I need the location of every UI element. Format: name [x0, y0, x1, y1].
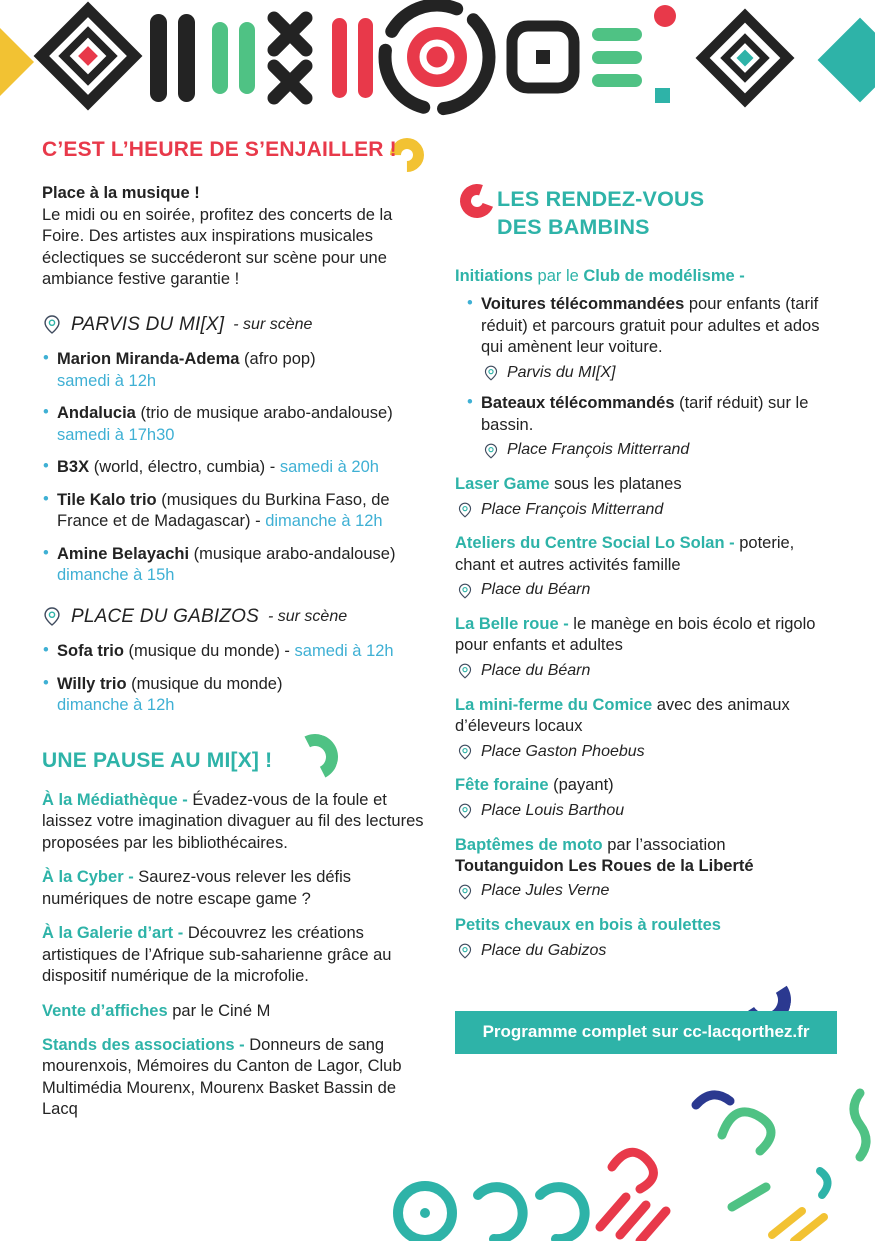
artist-detail: (world, électro, cumbia) - [93, 458, 276, 477]
location-pin-icon [457, 742, 473, 762]
sub-item-bateaux [467, 393, 837, 461]
location-name: Parvis du MI[X] [507, 363, 616, 381]
activity-text [455, 614, 837, 657]
concert-item [42, 641, 436, 662]
kids-title-line2: DES BAMBINS [497, 214, 650, 239]
kids-item-mini-ferme [455, 695, 837, 763]
kids-item-petits-chevaux [455, 915, 837, 961]
activity-location [455, 661, 837, 682]
concert-time: dimanche à 12h [57, 696, 175, 715]
artist-name: Willy trio [57, 674, 127, 693]
activity-title: La mini-ferme du Comice [455, 695, 653, 714]
activity-location [481, 440, 837, 461]
concert-item [42, 457, 436, 478]
activity-title: Ateliers du Centre Social Lo Solan - [455, 534, 735, 553]
location-name: Place Gaston Phoebus [481, 742, 645, 760]
activity-location [481, 363, 837, 384]
venue-suffix: - sur scène [233, 315, 313, 333]
kids-item-fete-foraine [455, 775, 837, 821]
pause-item-lead: À la Galerie d’art - [42, 924, 184, 943]
sub-item-lead: Bateaux télécommandés [481, 394, 675, 413]
location-pin-icon [457, 661, 473, 681]
sub-item-voitures [467, 294, 837, 383]
activity-location [455, 742, 837, 763]
concert-list-gabizos [42, 641, 436, 716]
activity-text [455, 835, 837, 878]
activity-text [455, 695, 837, 738]
intro-text: Le midi ou en soirée, profitez des concerts de la Foire. Des artistes aux inspirations musicales éclectiques se succéderont sur scène pour une ambiance festive garantie ! [42, 205, 393, 289]
concert-time: samedi à 20h [279, 458, 379, 477]
activity-location [455, 941, 837, 962]
pause-section-title: UNE PAUSE AU MI[X] ! [42, 748, 273, 772]
kids-item-initiations [455, 266, 837, 461]
activity-desc: avec des animaux d’éleveurs locaux [455, 695, 790, 736]
pause-item-lead: Vente d’affiches [42, 1001, 168, 1020]
artist-detail: (afro pop) [244, 350, 316, 369]
activity-text [455, 915, 837, 936]
top-pattern-banner [0, 0, 875, 118]
activity-desc: sous les platanes [554, 475, 682, 494]
concert-list-parvis [42, 349, 436, 586]
concert-item [42, 349, 436, 392]
activity-title: Fête foraine [455, 776, 549, 795]
music-section-title: C’EST L’HEURE DE S’ENJAILLER ! [42, 138, 397, 161]
location-pin-icon [483, 441, 499, 461]
activity-location [455, 580, 837, 601]
location-pin-icon [457, 941, 473, 961]
kids-title-line1: LES RENDEZ-VOUS [497, 187, 705, 211]
location-name: Place du Béarn [481, 581, 591, 599]
website-banner[interactable]: Programme complet sur cc-lacqorthez.fr [455, 1011, 837, 1053]
artist-detail: (musique arabo-andalouse) [193, 544, 396, 563]
concert-time: samedi à 12h [57, 371, 157, 390]
kids-item-belle-roue [455, 614, 837, 682]
sub-item-lead: Voitures télécommandées [481, 295, 685, 314]
sub-item-text: (tarif réduit) sur le bassin. [481, 394, 809, 434]
pause-item-lead: À la Médiathèque - [42, 791, 188, 810]
pause-item-text: Évadez-vous de la foule et laissez votre imagination divaguer au fil des lectures proposées par les bibliothécaires. [42, 791, 424, 852]
activity-desc: (payant) [553, 776, 614, 795]
concert-item [42, 490, 436, 533]
activity-connector: par le [537, 266, 579, 285]
location-pin-icon [457, 500, 473, 520]
location-pin-icon [457, 581, 473, 601]
pause-item-text: par le Ciné M [172, 1001, 271, 1020]
activity-title: Baptêmes de moto [455, 835, 603, 854]
pause-item-galerie [42, 923, 436, 987]
location-name: Place François Mitterrand [481, 500, 664, 518]
venue-name: PLACE DU GABIZOS [71, 605, 259, 627]
pause-item-text: Découvrez les créations artistiques de l’Afrique sub-saharienne grâce au dispositif numérique de la microfolie. [42, 924, 392, 986]
activity-title: La Belle roue - [455, 615, 569, 633]
artist-name: Marion Miranda-Adema [57, 350, 240, 369]
pause-item-lead: Stands des associations - [42, 1035, 245, 1054]
initiations-sublist [455, 294, 837, 461]
venue-heading-gabizos [42, 604, 436, 629]
activity-text [455, 266, 837, 287]
concert-item [42, 544, 436, 587]
activity-org: Toutanguidon Les Roues de la Liberté [455, 857, 754, 876]
concert-item [42, 674, 436, 717]
music-intro [42, 183, 436, 290]
kids-item-ateliers [455, 533, 837, 601]
left-column [42, 136, 436, 1134]
concert-time: samedi à 17h30 [57, 425, 175, 444]
right-column [455, 186, 837, 1054]
intro-lead: Place à la musique ! [42, 184, 200, 203]
location-pin-icon [42, 604, 62, 629]
location-name: Place François Mitterrand [507, 441, 690, 459]
kids-item-laser-game [455, 474, 837, 520]
kids-item-baptemes-moto [455, 835, 837, 903]
location-pin-icon [42, 312, 62, 337]
bottom-doodle-graphic [300, 1075, 875, 1241]
pause-item-cyber [42, 867, 436, 910]
activity-desc: poterie, chant et autres activités famille [455, 534, 795, 574]
concert-item [42, 403, 436, 446]
activity-desc: par l’association [607, 835, 726, 854]
location-pin-icon [457, 801, 473, 821]
concert-time: dimanche à 12h [265, 512, 383, 531]
kids-section-title [455, 186, 837, 242]
pause-item-affiches [42, 1001, 436, 1022]
artist-name: B3X [57, 458, 90, 477]
artist-name: Andalucia [57, 404, 136, 423]
activity-location [455, 500, 837, 521]
artist-name: Amine Belayachi [57, 544, 190, 563]
african-pattern-graphic [0, 0, 875, 118]
artist-detail: (musique du monde) [131, 674, 283, 693]
pause-item-text: Donneurs de sang mourenxois, Mémoires du Canton de Lagor, Club Multimédia Mourenx, Mourenx Basket Bassin de Lacq [42, 1035, 402, 1119]
venue-suffix: - sur scène [267, 607, 348, 625]
pause-item-mediatheque [42, 790, 436, 854]
activity-title: Petits chevaux en bois à roulettes [455, 916, 721, 935]
location-pin-icon [483, 363, 499, 383]
activity-location [455, 801, 837, 822]
pause-item-lead: À la Cyber - [42, 868, 134, 887]
location-pin-icon [457, 882, 473, 902]
sub-item-text: pour enfants (tarif réduit) et parcours gratuit pour adultes et ados qui amènent leur voiture. [481, 295, 820, 357]
venue-heading-parvis-mix [42, 312, 436, 337]
artist-detail: (trio de musique arabo-andalouse) [140, 404, 393, 423]
concert-time: dimanche à 15h [57, 565, 175, 584]
activity-text [455, 775, 837, 796]
activity-title: Initiations [455, 266, 533, 285]
activity-location [455, 881, 837, 902]
activity-title: Laser Game [455, 475, 550, 494]
artist-detail: (musiques du Burkina Faso, de France et de Madagascar) - [57, 490, 390, 531]
artist-name: Tile Kalo trio [57, 490, 157, 509]
activity-org: Club de modélisme - [583, 266, 745, 285]
artist-name: Sofa trio [57, 642, 124, 661]
activity-text [455, 474, 837, 495]
pause-item-text: Saurez-vous relever les défis numériques de notre escape game ? [42, 868, 352, 908]
location-name: Place du Béarn [481, 661, 591, 679]
venue-name: PARVIS DU MI[X] [71, 313, 225, 335]
location-name: Place Jules Verne [481, 882, 610, 900]
location-name: Place Louis Barthou [481, 801, 625, 819]
artist-detail: (musique du monde) - [128, 642, 290, 661]
location-name: Place du Gabizos [481, 941, 607, 959]
activity-desc: le manège en bois écolo et rigolo pour enfants et adultes [455, 615, 816, 655]
concert-time: samedi à 12h [294, 642, 394, 661]
activity-text [455, 533, 837, 576]
